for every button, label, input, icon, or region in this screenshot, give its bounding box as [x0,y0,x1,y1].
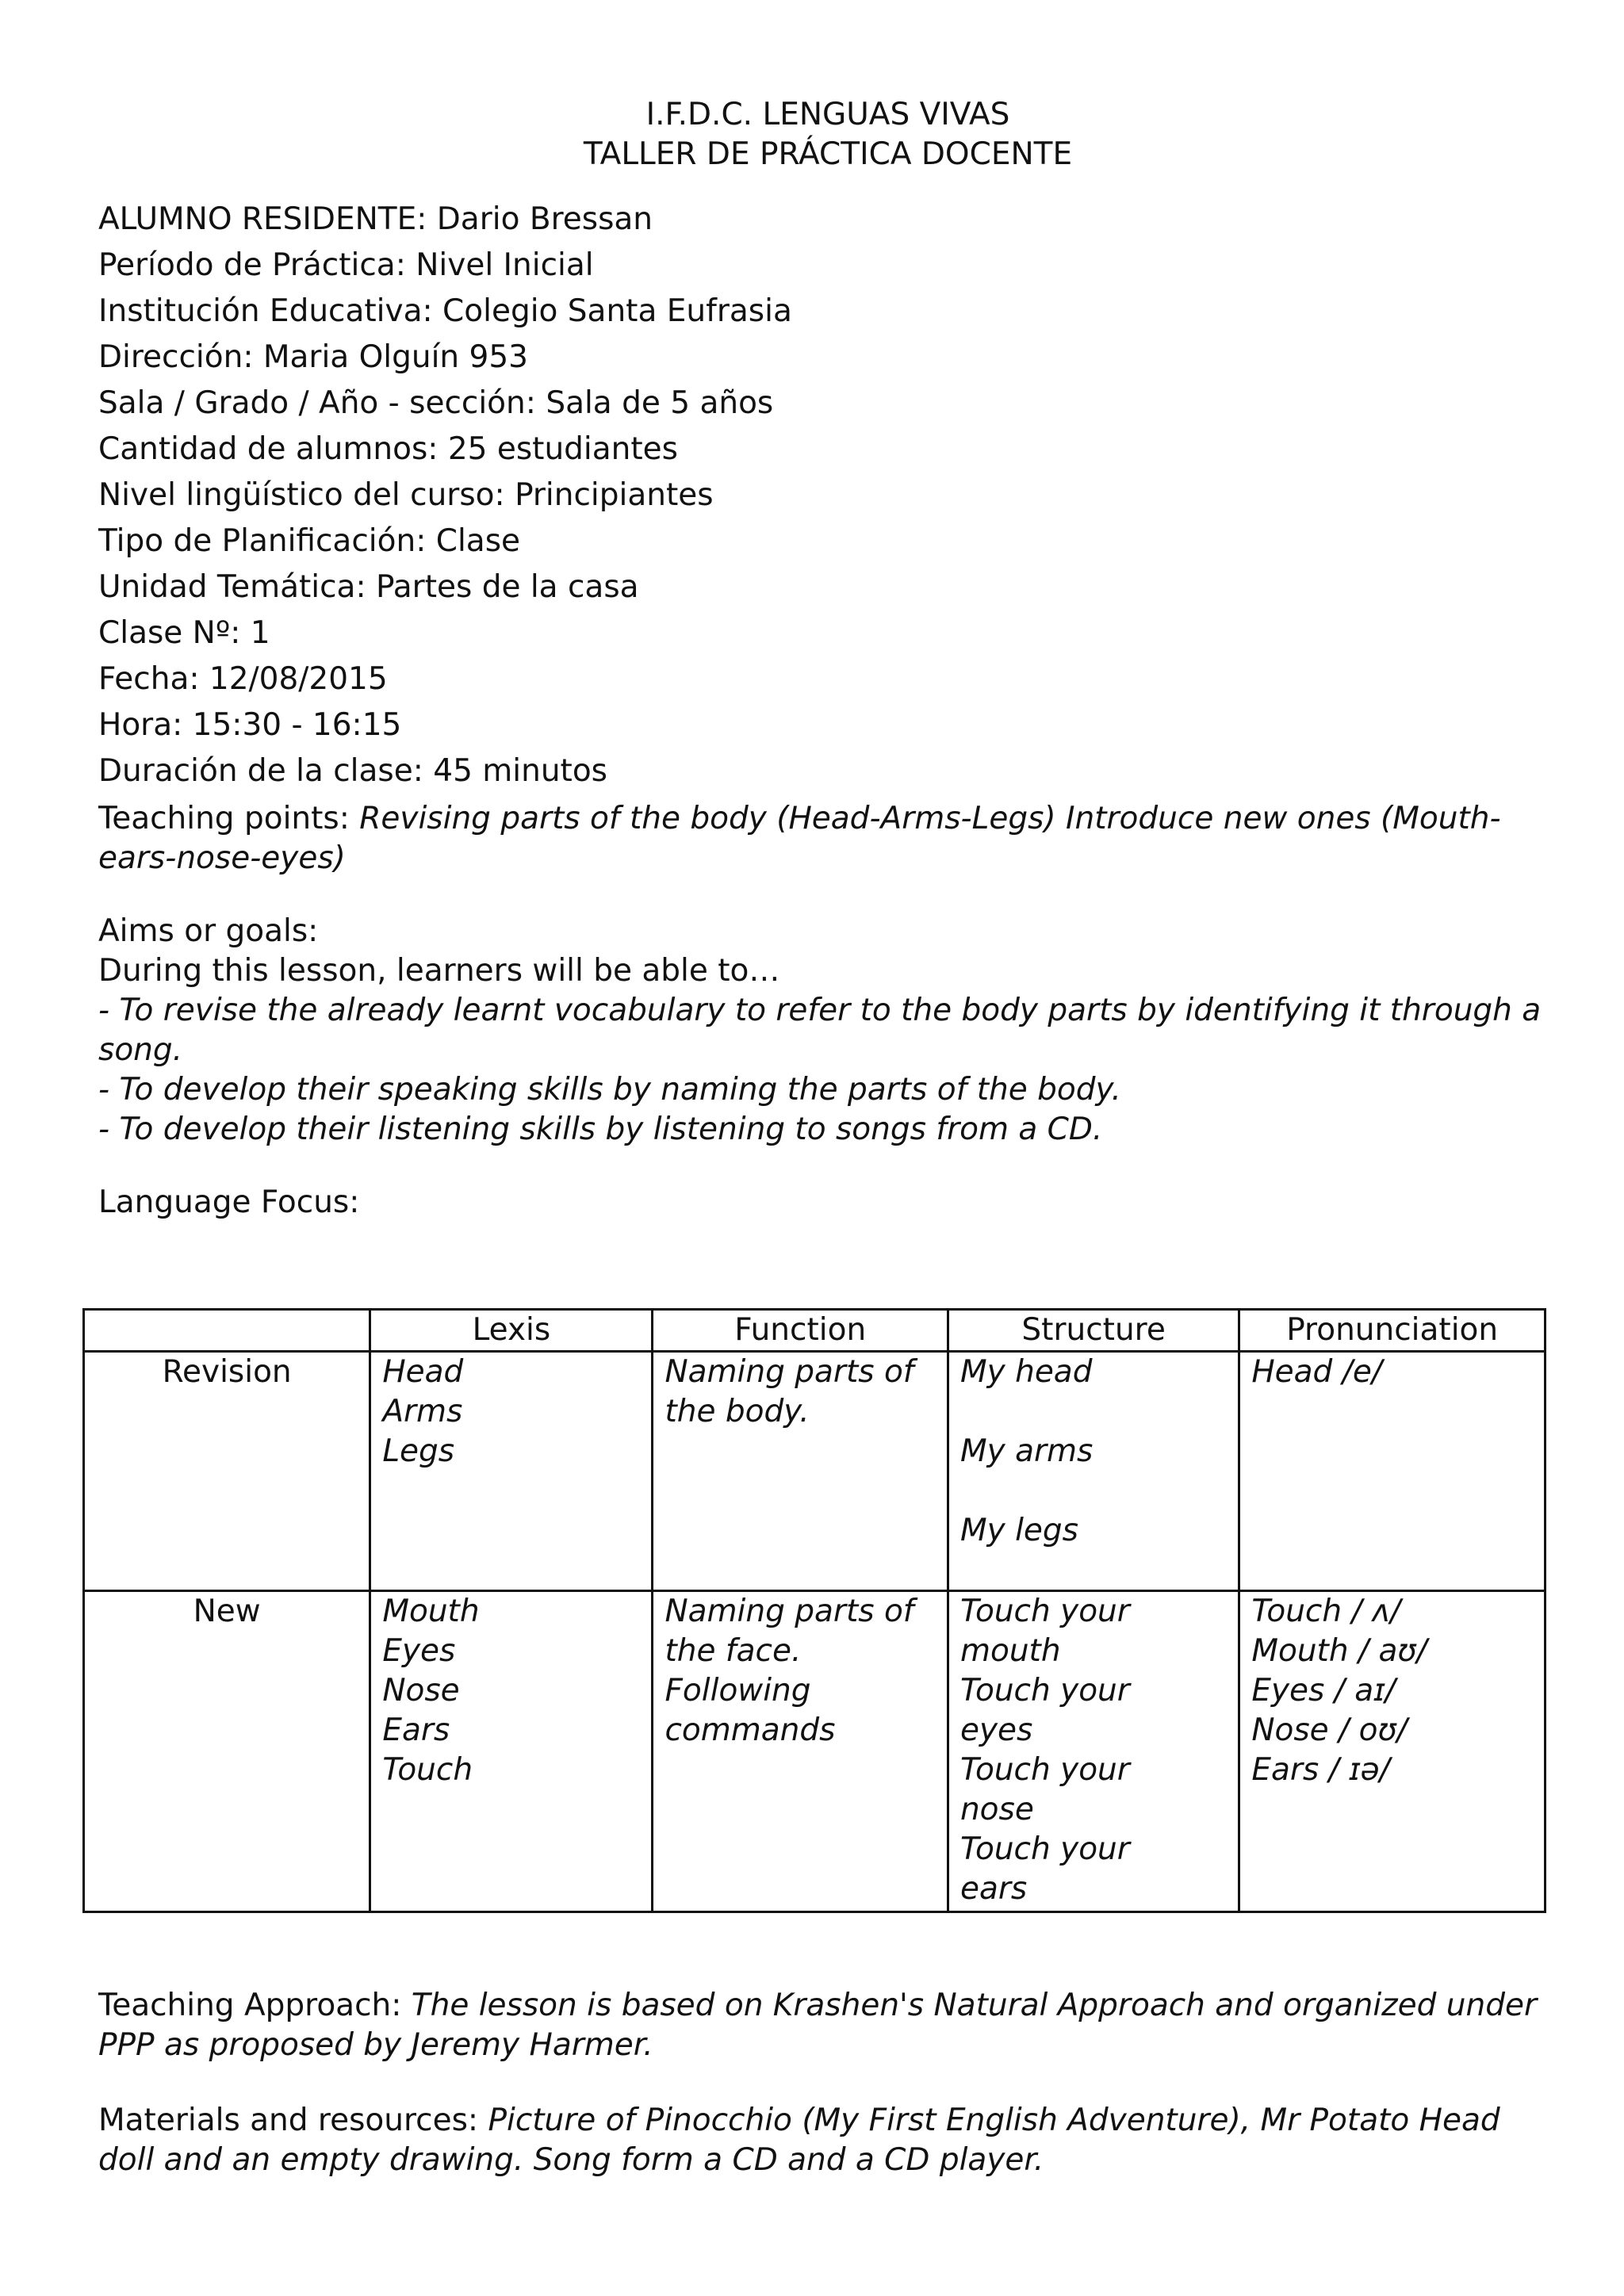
field-class-number [98,610,1557,656]
aim-item: - To revise the already learnt vocabulary to refer to the body parts by identifying it through a song. [98,993,1542,1068]
structure-spacer [960,1392,1227,1432]
pronunciation-line: Ears / ɪə/ [1251,1752,1390,1788]
function-line: Naming parts of [665,1594,914,1629]
aim-item: - To develop their listening skills by listening to songs from a CD. [98,1112,1103,1147]
field-value: Picture of Pinocchio (My First English Adventure), Mr Potato Head doll and an empty drawing. Song form a CD and a CD player. [98,2103,1500,2178]
function-cell [653,1591,948,1912]
aims-section [98,912,1557,1150]
field-label: Unidad Temática: [98,569,376,605]
field-value: 1 [250,615,270,651]
field-time [98,702,1557,748]
field-value: Partes de la casa [376,569,639,605]
lexis-item: Head [382,1354,464,1390]
field-value: Dario Bressan [436,201,653,237]
structure-line: Touch your [959,1594,1130,1629]
field-label: Teaching points: [98,801,360,836]
structure-line: mouth [959,1633,1061,1669]
structure-cell [948,1591,1239,1912]
function-cell [653,1352,948,1591]
materials-resources [98,2101,1557,2180]
field-value: Revising parts of the body (Head-Arms-Legs) Introduce new ones (Mouth-ears-nose-eyes) [98,801,1501,876]
field-value: 25 estudiantes [447,431,678,467]
field-value: Clase [435,523,521,559]
function-line: Following [665,1673,811,1709]
spacer [98,1150,1557,1183]
field-value: Colegio Santa Eufrasia [442,293,792,329]
lexis-item: Legs [382,1433,455,1469]
field-value: Maria Olguín 953 [262,339,528,375]
pronunciation-cell [1239,1352,1545,1591]
pronunciation-line: Head /e/ [1251,1354,1382,1390]
structure-line: My arms [959,1433,1094,1469]
field-label: Fecha: [98,661,209,697]
lexis-item: Nose [382,1673,460,1709]
function-line: Naming parts of [665,1354,914,1390]
structure-spacer [960,1471,1227,1511]
structure-line: My legs [959,1513,1078,1548]
language-focus-table [82,1308,1546,1913]
field-value: 15:30 - 16:15 [192,707,402,743]
function-line: the face. [665,1633,802,1669]
lexis-cell [370,1352,653,1591]
lexis-cell [370,1591,653,1912]
structure-line: Touch your [959,1831,1130,1867]
field-student-count [98,427,1557,473]
field-value: Nivel Inicial [416,247,594,283]
structure-line: ears [959,1871,1028,1907]
info-fields [98,197,1557,878]
institution-title: I.F.D.C. LENGUAS VIVAS [645,97,1010,132]
field-label: Tipo de Planificación: [98,523,436,559]
course-title: TALLER DE PRÁCTICA DOCENTE [583,136,1073,172]
pronunciation-line: Nose / oʊ/ [1251,1712,1408,1748]
field-value: 45 minutos [433,753,608,789]
field-label: Materials and resources: [98,2103,488,2138]
document-header [98,95,1557,174]
field-label: Clase Nº: [98,615,251,651]
structure-line: eyes [959,1712,1033,1748]
field-label: Sala / Grado / Año - sección: [98,385,546,421]
structure-line: Touch your [959,1673,1130,1709]
teaching-approach [98,1986,1557,2065]
column-header: Function [653,1310,948,1352]
column-header: Pronunciation [1239,1310,1545,1352]
field-institution [98,289,1557,335]
field-student [98,197,1557,243]
lexis-item: Mouth [382,1594,480,1629]
field-label: Dirección: [98,339,263,375]
field-date [98,656,1557,702]
aims-intro: During this lesson, learners will be able to… [98,953,780,989]
field-label: Duración de la clase: [98,753,434,789]
field-label: Período de Práctica: [98,247,416,283]
spacer [98,878,1557,912]
table-row [84,1352,1545,1591]
language-focus-heading: Language Focus: [98,1184,360,1220]
table-header-row [84,1310,1545,1352]
aims-heading: Aims or goals: [98,913,319,949]
pronunciation-line: Touch / ʌ/ [1251,1594,1401,1629]
field-level [98,473,1557,519]
field-value: 12/08/2015 [209,661,388,697]
field-address [98,335,1557,381]
structure-cell [948,1352,1239,1591]
field-label: Nivel lingüístico del curso: [98,477,515,513]
lexis-item: Eyes [382,1633,456,1669]
row-label: Revision [84,1352,370,1591]
structure-line: My head [959,1354,1093,1390]
materials-text [98,2101,1557,2180]
field-value: The lesson is based on Krashen's Natural Approach and organized under PPP as proposed by Jeremy Harmer. [98,1988,1537,2063]
lexis-item: Ears [382,1712,450,1748]
field-value: Principiantes [515,477,714,513]
field-label: Institución Educativa: [98,293,443,329]
table-row [84,1591,1545,1912]
field-value: Sala de 5 años [546,385,774,421]
field-label: Teaching Approach: [98,1988,412,2023]
structure-line: nose [959,1792,1034,1827]
pronunciation-line: Eyes / aɪ/ [1251,1673,1396,1709]
field-teaching-points [98,799,1557,878]
aim-item: - To develop their speaking skills by naming the parts of the body. [98,1072,1121,1108]
field-duration [98,748,1557,794]
function-line: commands [665,1712,836,1748]
field-grade [98,381,1557,427]
pronunciation-line: Mouth / aʊ/ [1251,1633,1427,1669]
teaching-approach-text [98,1986,1557,2065]
structure-line: Touch your [959,1752,1130,1788]
function-line: the body. [665,1394,810,1429]
document-page [98,95,1557,1223]
field-unit [98,564,1557,610]
column-header [84,1310,370,1352]
column-header: Structure [948,1310,1239,1352]
field-label: Cantidad de alumnos: [98,431,448,467]
field-label: ALUMNO RESIDENTE: [98,201,437,237]
lexis-item: Touch [382,1752,473,1788]
field-practice-period [98,243,1557,289]
pronunciation-cell [1239,1591,1545,1912]
lexis-item: Arms [382,1394,463,1429]
field-plan-type [98,519,1557,564]
row-label: New [84,1591,370,1912]
field-label: Hora: [98,707,193,743]
column-header: Lexis [370,1310,653,1352]
